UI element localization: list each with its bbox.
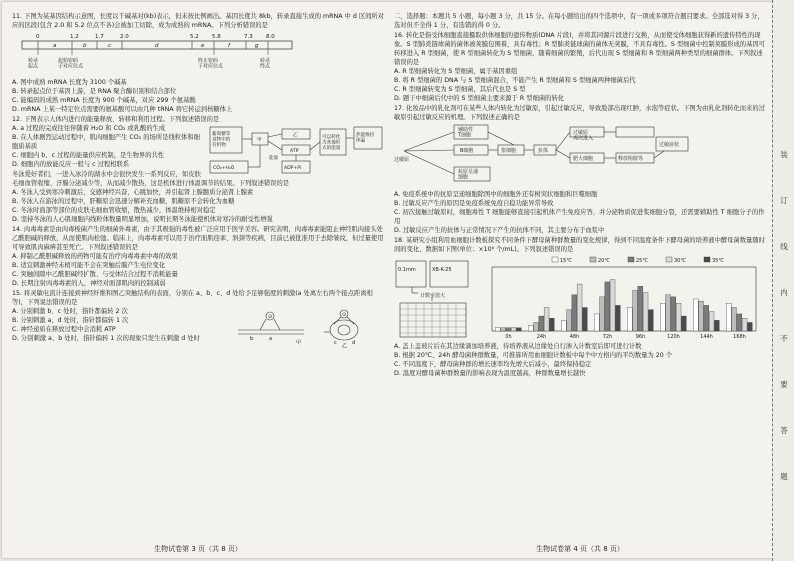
adp-label: ADP+Pi <box>284 166 302 171</box>
bar <box>732 308 737 331</box>
question-18-stem: 18. 某研究小组利用血细胞计数板探究不同条件下酵母菌种群数量的变化规律，得到不同温度条件下酵母菌的培养液中酵母菌数量随时间的变化，数据如下图(单位：×10⁶ 个/mL)。下列叙述错误的是 <box>394 237 765 253</box>
question-15 <box>12 289 384 348</box>
option: D. mRNA 上某一特定位点需要的氨基酸可以由几种 tRNA 将它转运到核糖体上 <box>12 106 233 113</box>
bar <box>582 308 587 331</box>
legend-label: 35℃ <box>712 258 724 264</box>
food-organic-label: 葡萄糖等食物中的有机物 <box>212 132 231 148</box>
bar <box>577 284 582 331</box>
option: D. 题干中细菌后代中的 S 型细菌主要来源于 R 型细菌的转化 <box>394 95 565 102</box>
question-13 <box>12 170 384 224</box>
bar <box>506 328 511 331</box>
helper-t-cell-label: 辅助性 T细胞 <box>458 127 474 139</box>
figure-yi-label: 乙 <box>342 343 348 348</box>
section-heading: 二、选择题：本题共 5 小题，每小题 3 分，共 15 分。在每小题给出的四个选项中，有一项或多项符合题目要求。全部选对得 3 分，选对但不全得 1 分，有选错的得 0 分。 <box>394 13 764 29</box>
option: D. 坚持冬泳的人心肌细胞内线粒体数量明显增加，说明长期冬泳能使机体对寒冷的耐受性增强 <box>12 216 273 223</box>
question-16-stem: 16. 转化是指受体细胞直接摄取供体细胞的遗传物质(DNA 片段)，并将其同源片段进行交换，从而使受体细胞获得新的遗传特性的现象。S 型肺炎链球菌的菌体被荚膜包围着，具有毒性；R 型肺炎链球菌的菌体无荚膜，不具有毒性。S 型细菌中控制荚膜形成的基因可转移进入 R 型细菌，使 R 型细菌转化为 S 型细菌，随着细菌的繁殖，后代出现 S 型细菌和 R 型细菌两种类型的细菌群体。下列叙述错误的是 <box>394 32 765 66</box>
option: A. 抑制乙酰胆碱释放的药物可能有治疗肉毒毒素中毒的效果 <box>12 253 178 260</box>
bar <box>660 303 665 331</box>
binding-char: 不 <box>780 334 788 343</box>
x-tick-label: 168h <box>733 334 746 340</box>
x-tick-label: 0h <box>505 334 512 340</box>
bar <box>495 328 500 331</box>
segment-label: g <box>255 43 259 49</box>
segment-label: c <box>108 43 112 49</box>
option: A. 盖上盖玻片后在其边缘滴加培养液，待培养液从边缘处自行渗入计数室后即可进行计数 <box>394 343 642 350</box>
tick-label: 0 <box>36 34 40 40</box>
bar <box>747 322 752 331</box>
figure-jia-label: 甲 <box>296 340 302 346</box>
heat-label: 热能维持体温 <box>356 133 375 144</box>
x-tick-label: 144h <box>700 334 713 340</box>
binding-char: 题 <box>780 472 788 481</box>
bar <box>704 305 709 331</box>
magnify-label: 计数室放大 <box>420 293 446 299</box>
bar <box>511 328 516 331</box>
option: D. 长期注射肉毒毒素的人，神经对面部肌肉的控制减弱 <box>12 280 166 287</box>
tick-label: 5.8 <box>212 34 221 40</box>
option: B. 过敏反应产生的原因是免疫系统免疫自稳功能异常导致 <box>394 200 554 207</box>
segment-label: f <box>228 43 230 49</box>
segment-label: d <box>155 43 159 49</box>
option: A. a 过程的完成往往伴随着 H₂O 和 CO₂ 或乳酸的生成 <box>12 125 166 132</box>
bar <box>610 280 615 331</box>
bar <box>567 310 572 331</box>
bar <box>681 316 686 331</box>
bar <box>539 316 544 331</box>
plasma-cell-label: 浆细胞 <box>501 148 517 154</box>
allergy-mechanism-diagram <box>394 123 694 189</box>
legend-swatch <box>628 257 634 262</box>
legend-swatch <box>590 257 596 262</box>
hemocytometer-diagram <box>394 257 472 341</box>
bar <box>528 326 533 331</box>
start-codon-label: 起始密码子对应位点 <box>58 58 84 70</box>
point-label: d <box>352 340 356 346</box>
tick-label: 5.2 <box>190 34 199 40</box>
bar <box>726 303 731 331</box>
binding-margin <box>772 0 794 561</box>
nerve-fiber-diagram <box>234 308 384 348</box>
bar <box>666 295 671 331</box>
x-tick-label: 48h <box>569 334 580 340</box>
binding-char: 线 <box>780 242 788 251</box>
bar <box>534 322 539 331</box>
galvanometer-icon: ⊙ <box>268 314 273 320</box>
legend-swatch <box>552 257 558 262</box>
option: A. 免疫系统中的抗原呈递细胞除图中的细胞外还有树突状细胞和巨噬细胞 <box>394 191 598 198</box>
option: B. 将 R 型细菌的 DNA 与 S 型细菌混合，不能产生 R 型细菌和 S 型细菌两种细菌后代 <box>394 77 636 84</box>
option: B. 在人体剧烈运动过程中，肌肉细胞产生 CO₂ 的场所是线粒体和细胞质基质 <box>12 134 200 150</box>
bar <box>638 286 643 331</box>
page-4-column <box>394 12 766 537</box>
exam-sheet <box>2 2 772 558</box>
bar <box>561 320 566 331</box>
legend-swatch <box>704 257 710 262</box>
option: B. 根据 20℃、24h 酵母菌种群数量，可推算所用血细胞计数板中每个中方格内的平均数量为 20 个 <box>394 352 673 359</box>
option: B. 转录起点位于基因上游，是 RNA 聚合酶识别和结合部位 <box>12 88 177 95</box>
bar <box>594 314 599 331</box>
tick-label: 1.2 <box>70 34 79 40</box>
allergen-again-label: 过敏原再次进入 <box>573 130 594 142</box>
binding-char: 答 <box>780 426 788 435</box>
option: C. 突触间隙中乙酰胆碱经扩散、与受体结合过程不消耗能量 <box>12 271 178 278</box>
question-13-stem: 冬泳爱好者们，一进入冰冷的湖水中会很快发生一系列反应，如皮肤毛细血管收缩、汗腺分泌减少等，从而减少散热，这是机体进行体温调节的结果。下列叙述错误的是 <box>12 171 290 187</box>
option: C. 能编码的成熟 mRNA 长度为 900 个碱基，对应 299 个氨基酸 <box>12 97 196 104</box>
bar <box>549 318 554 331</box>
bar <box>605 282 610 331</box>
tick-label: 2.0 <box>120 34 129 40</box>
x-tick-label: 120h <box>667 334 680 340</box>
legend-label: 20℃ <box>598 258 610 264</box>
option: D. 细胞内的放能反应一般与 c 过程相联系 <box>12 161 130 168</box>
atp-label: ATP <box>290 149 299 154</box>
page-4-footer: 生物试卷第 4 页（共 8 页） <box>536 545 624 553</box>
release-label: 释放组胺等 <box>618 156 644 162</box>
legend-label: 25℃ <box>636 258 648 264</box>
bar <box>676 303 681 331</box>
b-cell-label: B细胞 <box>460 148 474 154</box>
legend-label: 15℃ <box>560 258 572 264</box>
option: A. 分别刺激 b、c 处时，指针都偏转 2 次 <box>12 308 128 315</box>
bar <box>699 301 704 331</box>
question-12-stem: 12. 下图表示人体内进行的能量释放、转移和利用过程。下列叙述错误的是 <box>12 116 220 123</box>
point-label: c <box>334 340 337 346</box>
binding-char: 装 <box>780 150 788 159</box>
option: A. 冬泳人受到寒冷刺激后，交感神经兴奋，心跳加快，并引起肾上腺髓质分泌肾上腺素 <box>12 189 254 196</box>
gene-structure-diagram <box>12 31 302 77</box>
legend-label: 30℃ <box>674 258 686 264</box>
segment-label: b <box>83 43 87 49</box>
tick-label: 8.0 <box>266 34 275 40</box>
question-15-stem: 15. 将灵敏电流计连接到神经纤维和图乙突触结构的表面，分别在 a、b、c、d 处给予足够强度的刺激(a 处离左右两个接点距离相等)，下列说法错误的是 <box>12 290 373 306</box>
thickness-label: 0.1mm <box>398 267 416 273</box>
bar <box>737 314 742 331</box>
bar <box>544 308 549 331</box>
question-14-stem: 14. 肉毒毒素是由肉毒梭菌产生的细菌外毒素，由于其极强的毒性被广泛应用于医学美容。研究表明，肉毒毒素能阻止神经肌肉接头处乙酰胆碱的释放，从而使肌肉松弛。临床上，肉毒毒素可以用于治疗面肌痉挛、斜颈等疾病，目前已被批准用于去除皱纹，但过量使用可导致肌肉麻痹甚至死亡。下列叙述错误的是 <box>12 226 384 251</box>
bar <box>600 297 605 331</box>
question-18 <box>394 236 766 378</box>
apc-label: 抗原呈递细胞 <box>458 169 479 181</box>
question-17-stem: 17. 化妆品中的乳化剂可在某些人体内转化为过敏原，引起过敏反应，导致脸部出现红肿，水泡等症状。下图为由乳化剂转化而来的过敏原引起过敏反应的机理。下列叙述正确的是 <box>394 105 765 121</box>
allergen-label: 过敏原 <box>394 157 410 163</box>
co2-label: CO₂+H₂O <box>213 166 235 171</box>
bar <box>627 308 632 331</box>
bar <box>643 293 648 331</box>
bar <box>714 320 719 331</box>
bar <box>501 328 506 331</box>
question-17 <box>394 104 766 235</box>
binding-char: 内 <box>780 288 788 297</box>
option: A. 图中成熟 mRNA 长度为 3100 个碱基 <box>12 79 127 86</box>
transcription-end-label: 转录终点 <box>260 58 271 70</box>
option: D. 温度对酵母菌种群数量的影响表现为温度越高，种群数量增长越快 <box>394 370 586 377</box>
antibody-label: 抗体 <box>538 148 549 154</box>
binding-char: 订 <box>780 196 788 205</box>
transcription-start-label: 转录起点 <box>28 58 39 70</box>
bar <box>693 299 698 331</box>
option: B. 适宜刺激神经末梢可能不会在突触后膜产生电位变化 <box>12 262 166 269</box>
tick-label: 1.7 <box>95 34 104 40</box>
yeast-population-chart <box>478 255 760 341</box>
option: A. R 型细菌转化为 S 型细菌，属于基因重组 <box>394 68 518 75</box>
energy-use-label: 可以转化为其他形式的能量 <box>322 135 341 151</box>
question-11-stem: 11. 下图为某基因结构示意图，长度以千碱基对(kb)表示，但未按比例画出。基因长度共 8kb，转录直接生成的 mRNA 中 d 区间所对应的区段(包含 2.0 和 5.2 位点不各)会被加工切除，成为成熟的 mRNA。下列分析错误的是 <box>12 13 384 29</box>
bar <box>516 328 521 331</box>
page-3-column <box>12 12 384 537</box>
question-16 <box>394 31 766 103</box>
legend-swatch <box>666 257 672 262</box>
galvanometer-icon: ⊙ <box>342 312 347 318</box>
option: C. 神经递质在释放过程中会消耗 ATP <box>12 326 116 333</box>
x-tick-label: 24h <box>536 334 547 340</box>
bar <box>742 318 747 331</box>
option: D. 过敏反应产生的抗体与正常情况下产生的抗体不同，其主要分布于血浆中 <box>394 227 605 234</box>
page-3-footer: 生物试卷第 3 页（共 8 页） <box>154 545 242 553</box>
bar <box>709 312 714 331</box>
binding-char: 要 <box>780 380 788 389</box>
bar <box>633 290 638 331</box>
model-label: XB-K-25 <box>432 267 452 273</box>
option: C. 初次接触过敏原时，细胞毒性 T 细胞能够直接引起机体产生免疫应答，并分泌物质促进浆细胞分裂，还需要辅助性 T 细胞分子的作用 <box>394 209 765 225</box>
option: D. 分别刺激 a、b 处时，指针偏转 1 次的现象只发生在刺激 d 处时 <box>12 335 200 342</box>
option: C. 细胞内 b、c 过程的能量供应机制，是生物界的共性 <box>12 152 165 159</box>
mast-cell-label: 肥大细胞 <box>573 156 594 162</box>
bar <box>648 310 653 331</box>
stop-codon-label: 终止密码子对应位点 <box>198 58 224 70</box>
question-14 <box>12 225 384 288</box>
energy-flow-diagram <box>208 125 384 177</box>
option: B. 冬泳人在游泳的过程中，肝糖原会迅速分解补充血糖，肌糖原不会转化为血糖 <box>12 198 235 205</box>
question-18-figures <box>394 254 766 342</box>
bar <box>572 295 577 331</box>
question-11 <box>12 12 384 114</box>
option: B. 分别刺激 a、d 处时，指针都偏转 1 次 <box>12 317 129 324</box>
energy-label: 能量 <box>269 156 279 161</box>
symptom-label: 过敏症状 <box>659 142 680 148</box>
point-label: a <box>269 336 273 342</box>
bar <box>615 305 620 331</box>
option: C. R 型细菌转变为 S 型细菌，其后代也是 S 型 <box>394 86 526 93</box>
x-tick-label: 96h <box>635 334 646 340</box>
segment-label: a <box>53 43 57 49</box>
x-tick-label: 72h <box>602 334 613 340</box>
bar <box>671 297 676 331</box>
option: C. 不同温度下，酵母菌种群的增长速率均先增大后减小，最终保持稳定 <box>394 361 592 368</box>
yi-label: 乙 <box>293 133 298 138</box>
tick-label: 7.3 <box>244 34 253 40</box>
jia-label: 甲 <box>257 138 262 143</box>
segment-label: e <box>201 43 205 49</box>
option: C. 冬泳时面部等部位的皮肤毛细血管收缩，散热减少，体温维持相对稳定 <box>12 207 216 214</box>
point-label: b <box>250 336 254 342</box>
question-12 <box>12 115 384 169</box>
